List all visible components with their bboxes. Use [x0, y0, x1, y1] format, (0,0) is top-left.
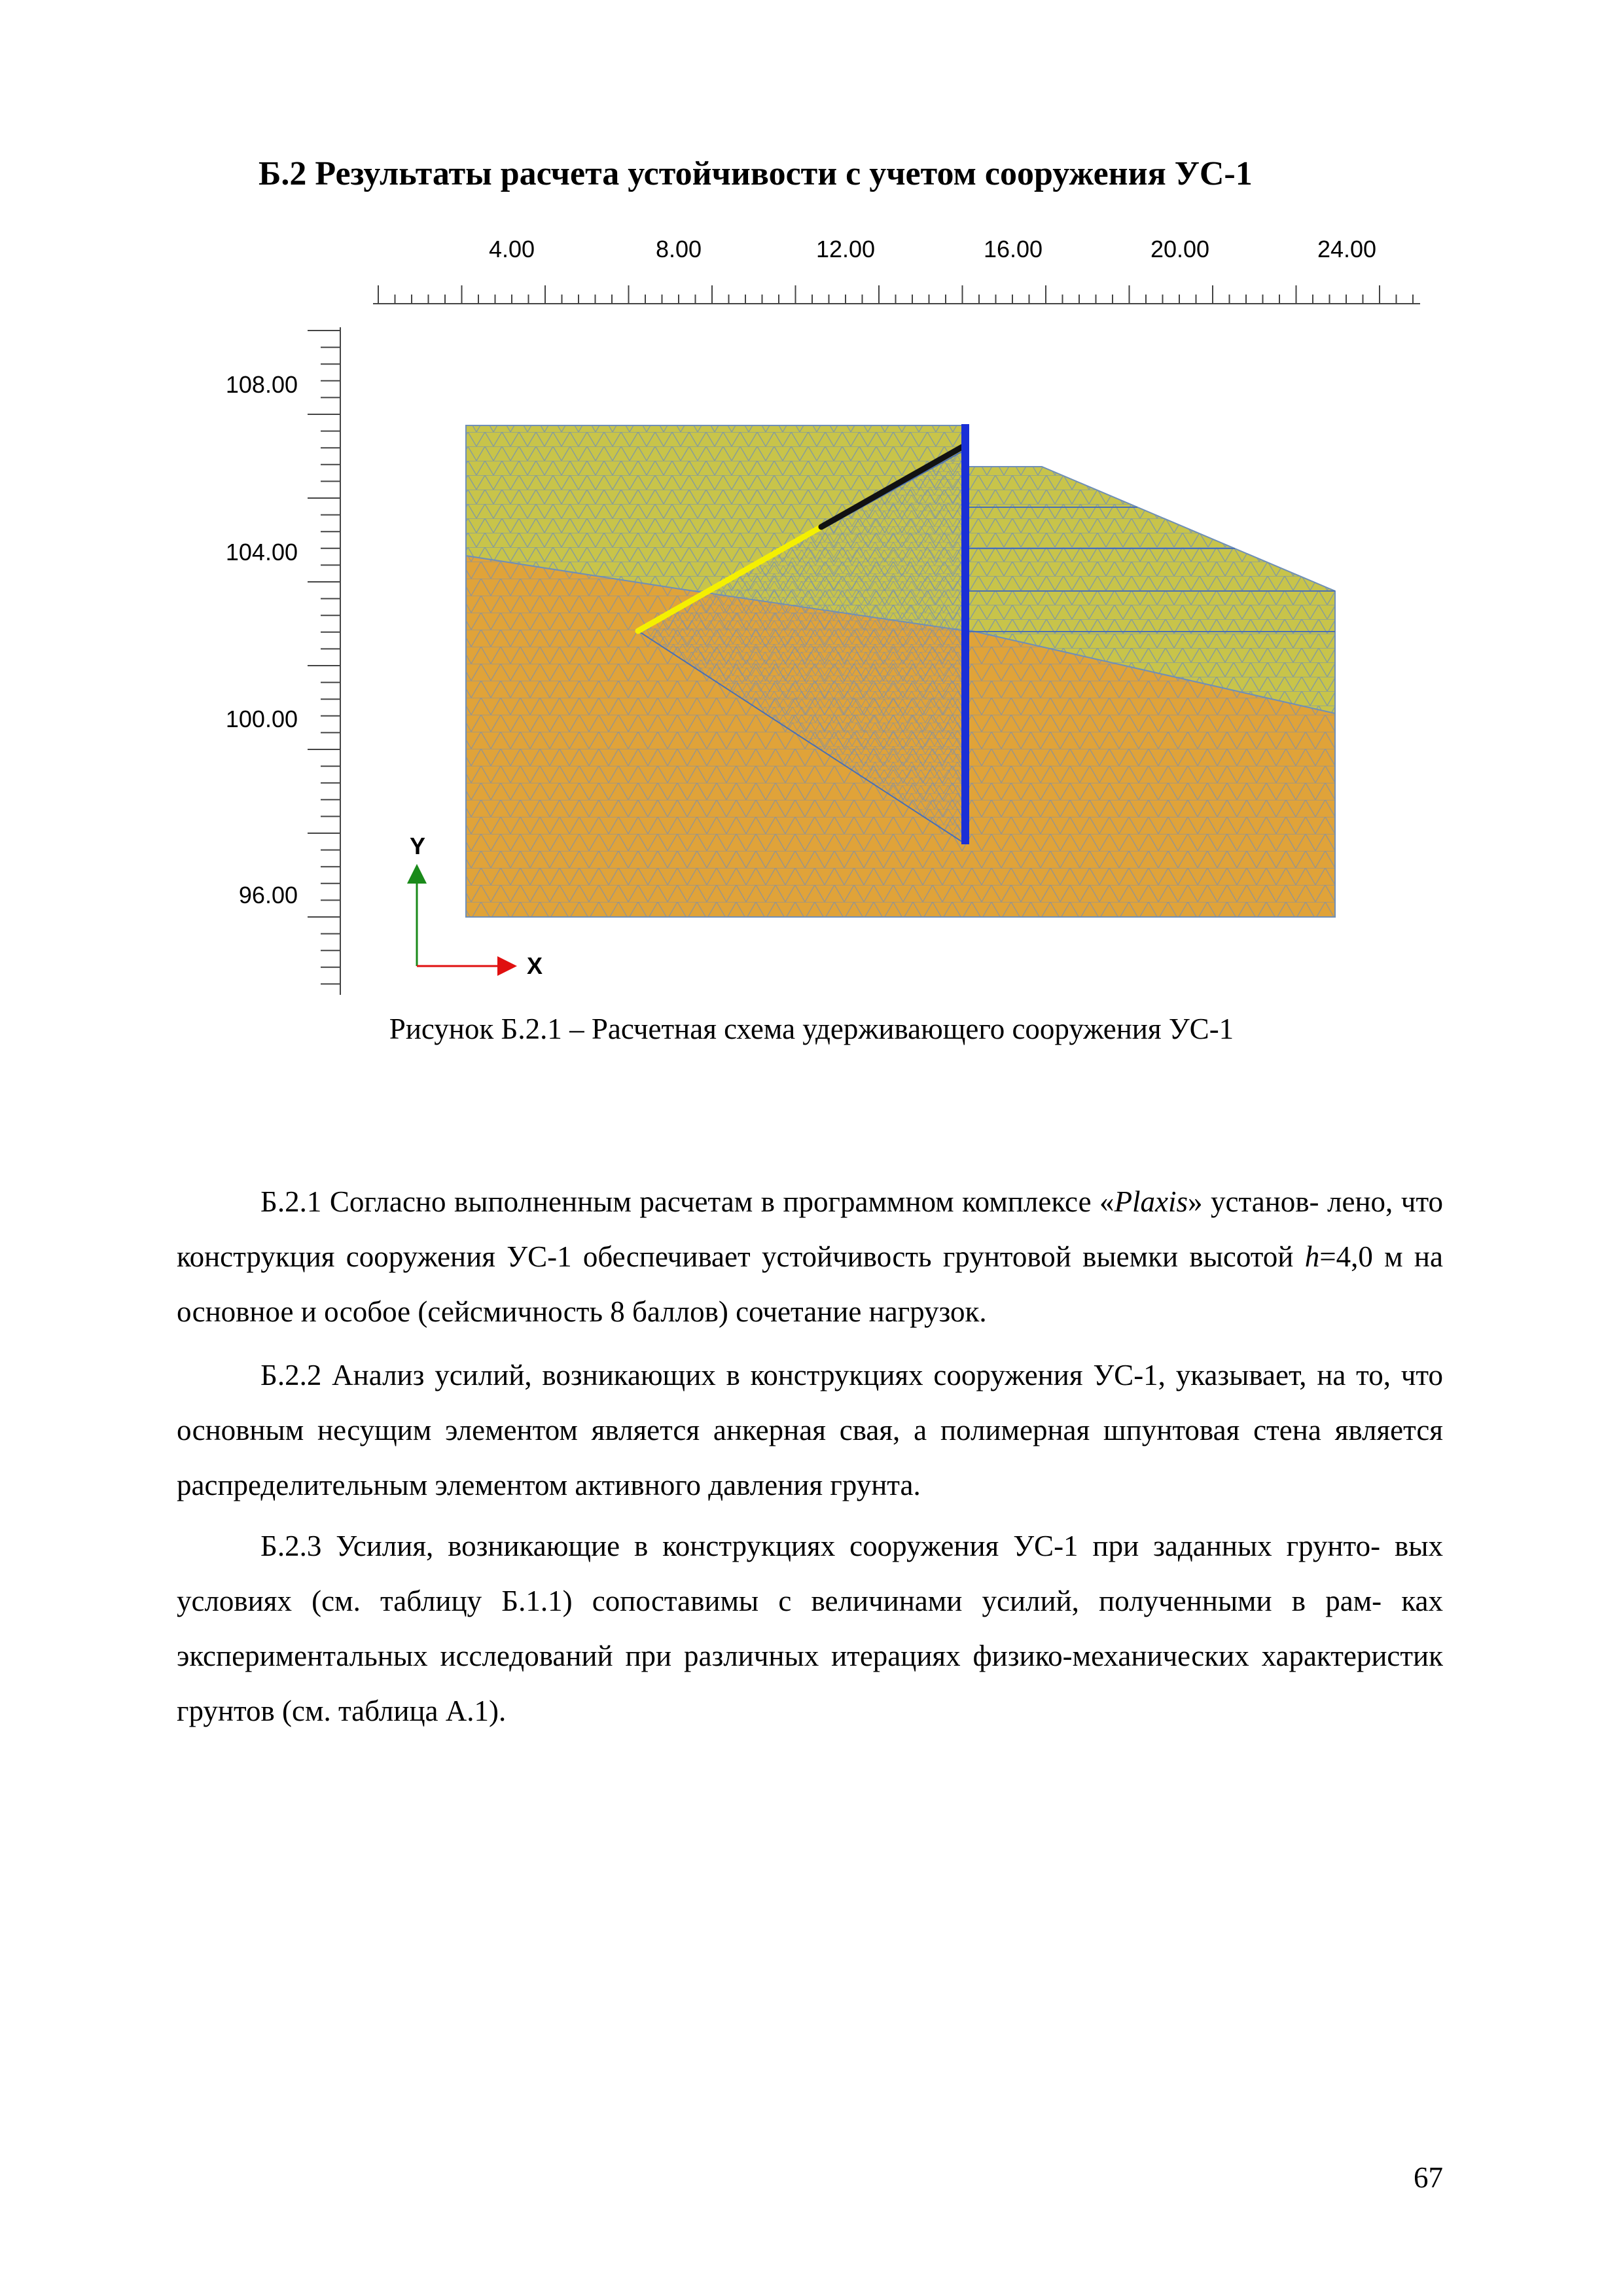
x-tick-label: 12.00 [815, 236, 876, 262]
paragraph-b23: Б.2.3 Усилия, возникающие в конструкциях сооружения УС-1 при заданных грунто- вых условиях (см. таблицу Б.1.1) сопоставимы с величинами усилий, полученными в рам- ках экспериментальных исследований при различных итерациях физико-механических характеристик грунтов (см. таблица А.1). [177, 1530, 1444, 1727]
axis-x-label: X [527, 952, 543, 979]
x-tick-label: 20.00 [1150, 236, 1210, 262]
x-tick-label: 8.00 [655, 236, 702, 262]
figure-caption: Рисунок Б.2.1 – Расчетная схема удерживающего сооружения УС-1 [389, 1013, 1234, 1045]
x-tick-label: 16.00 [983, 236, 1043, 262]
x-axis-ruler [373, 236, 1420, 304]
y-tick-label: 100.00 [225, 706, 298, 732]
x-tick-label: 24.00 [1317, 236, 1377, 262]
paragraph-b22: Б.2.2 Анализ усилий, возникающих в конструкциях сооружения УС-1, указывает, на то, что основным несущим элементом является анкерная свая, а полимерная шпунтовая стена является распределительным элементом активного давления грунта. [177, 1359, 1444, 1501]
x-tick-label: 4.00 [488, 236, 535, 262]
y-tick-label: 108.00 [225, 371, 298, 398]
y-axis-ruler [226, 327, 340, 995]
page-number: 67 [1414, 2161, 1443, 2194]
axis-y-label: Y [410, 833, 426, 859]
y-tick-label: 96.00 [238, 882, 298, 908]
paragraph-b21: Б.2.1 Согласно выполненным расчетам в программном комплексе «Plaxis» установ- лено, что конструкция сооружения УС-1 обеспечивает устойчивость грунтовой выемки высотой h=4,0 м на основное и особое (сейсмичность 8 баллов) сочетание нагрузок. [177, 1185, 1444, 1328]
plaxis-figure [0, 0, 1623, 1008]
soil-model [466, 424, 1335, 917]
section-heading: Б.2 Результаты расчета устойчивости с учетом сооружения УС-1 [259, 155, 1253, 192]
y-tick-label: 104.00 [225, 539, 298, 565]
